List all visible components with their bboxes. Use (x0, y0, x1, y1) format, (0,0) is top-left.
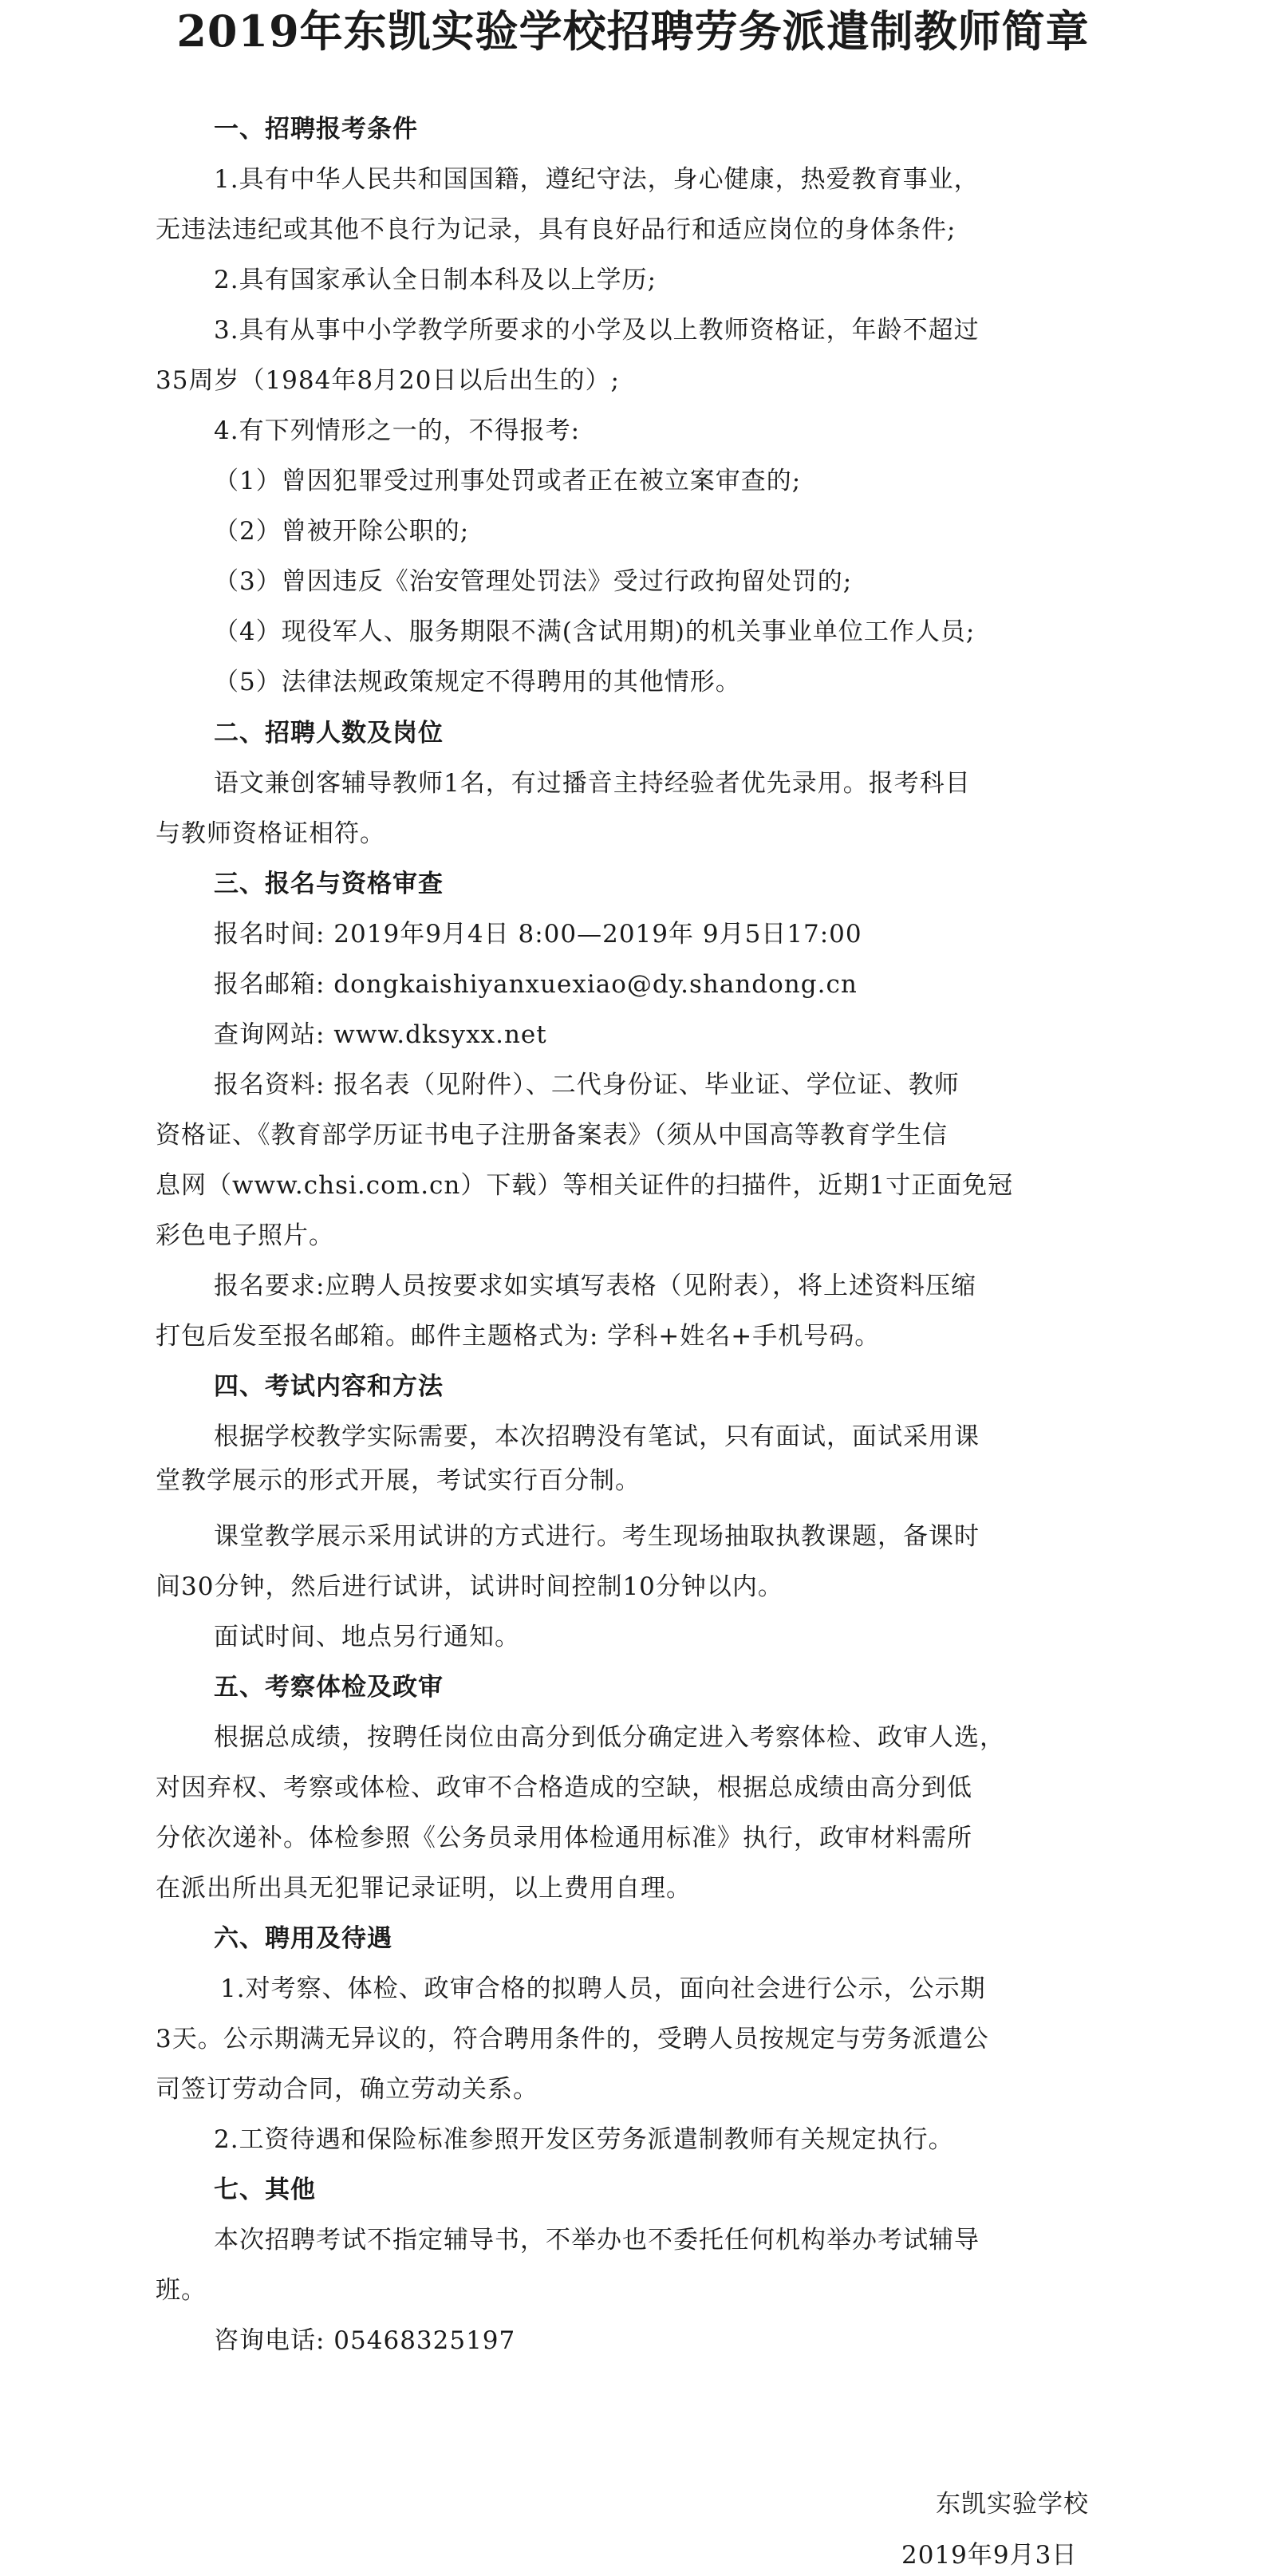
paragraph-line: 根据学校教学实际需要，本次招聘没有笔试，只有面试，面试采用课 (214, 1422, 980, 1451)
paragraph-line: 班。 (156, 2276, 207, 2305)
list-item: （1）曾因犯罪受过刑事处罚或者正在被立案审查的; (214, 467, 802, 495)
paragraph-line: 报名要求:应聘人员按要求如实填写表格（见附表），将上述资料压缩 (214, 1272, 976, 1300)
section-heading-other: 七、其他 (214, 2176, 316, 2204)
section-heading-registration: 三、报名与资格审查 (214, 870, 444, 898)
paragraph-line: 报名资料: 报名表（见附件）、二代身份证、毕业证、学位证、教师 (214, 1071, 960, 1099)
registration-time: 报名时间: 2019年9月4日 8:00—2019年 9月5日17:00 (214, 920, 862, 949)
paragraph-line: 堂教学展示的形式开展，考试实行百分制。 (156, 1466, 641, 1495)
paragraph-line: 面试时间、地点另行通知。 (214, 1623, 520, 1651)
paragraph-line: 对因弃权、考察或体检、政审不合格造成的空缺，根据总成绩由高分到低 (156, 1773, 972, 1802)
paragraph-line: 打包后发至报名邮箱。邮件主题格式为: 学科+姓名+手机号码。 (156, 1322, 881, 1351)
list-item: （3）曾因违反《治安管理处罚法》受过行政拘留处罚的; (214, 567, 853, 596)
paragraph-line: 司签订劳动合同，确立劳动关系。 (156, 2075, 538, 2104)
paragraph-line: 语文兼创客辅导教师1名，有过播音主持经验者优先录用。报考科目 (214, 769, 971, 798)
list-item: （4）现役军人、服务期限不满(含试用期)的机关事业单位工作人员; (214, 617, 976, 646)
list-item: （5）法律法规政策规定不得聘用的其他情形。 (214, 668, 741, 696)
section-heading-review: 五、考察体检及政审 (214, 1673, 444, 1702)
paragraph-line: 3.具有从事中小学教学所要求的小学及以上教师资格证，年龄不超过 (214, 316, 980, 345)
paragraph-line: 1.具有中华人民共和国国籍，遵纪守法，身心健康，热爱教育事业， (214, 165, 980, 194)
paragraph-line: 课堂教学展示采用试讲的方式进行。考生现场抽取执教课题，备课时 (214, 1522, 980, 1551)
paragraph-line: 根据总成绩，按聘任岗位由高分到低分确定进入考察体检、政审人选， (214, 1723, 1005, 1752)
paragraph-line: 4.有下列情形之一的，不得报考: (214, 416, 581, 445)
document-title: 2019年东凯实验学校招聘劳务派遣制教师简章 (176, 6, 1090, 57)
section-heading-requirements: 一、招聘报考条件 (214, 115, 418, 144)
paragraph-line: 息网（www.chsi.com.cn）下载）等相关证件的扫描件，近期1寸正面免冠 (156, 1171, 1014, 1200)
paragraph-line: 在派出所出具无犯罪记录证明，以上费用自理。 (156, 1874, 692, 1903)
paragraph-line: 本次招聘考试不指定辅导书，不举办也不委托任何机构举办考试辅导 (214, 2226, 980, 2254)
section-heading-employment: 六、聘用及待遇 (214, 1924, 392, 1953)
paragraph-line: 分依次递补。体检参照《公务员录用体检通用标准》执行，政审材料需所 (156, 1824, 972, 1852)
paragraph-line: 彩色电子照片。 (156, 1221, 334, 1250)
paragraph-line: 2.工资待遇和保险标准参照开发区劳务派遣制教师有关规定执行。 (214, 2125, 954, 2154)
registration-email: 报名邮箱: dongkaishiyanxuexiao@dy.shandong.cn (214, 970, 858, 999)
paragraph-line: 资格证、《教育部学历证书电子注册备案表》（须从中国高等教育学生信 (156, 1121, 948, 1150)
section-heading-exam: 四、考试内容和方法 (214, 1372, 444, 1401)
paragraph-line: 与教师资格证相符。 (156, 819, 385, 848)
contact-phone: 咨询电话: 05468325197 (214, 2326, 516, 2355)
paragraph-line: 35周岁（1984年8月20日以后出生的）; (156, 366, 620, 395)
paragraph-line: 1.对考察、体检、政审合格的拟聘人员，面向社会进行公示，公示期 (220, 1974, 986, 2003)
paragraph-line: 间30分钟，然后进行试讲，试讲时间控制10分钟以内。 (156, 1572, 783, 1601)
query-website: 查询网站: www.dksyxx.net (214, 1020, 547, 1049)
signature-date: 2019年9月3日 (901, 2541, 1078, 2570)
paragraph-line: 2.具有国家承认全日制本科及以上学历; (214, 266, 657, 294)
section-heading-positions: 二、招聘人数及岗位 (214, 719, 444, 748)
paragraph-line: 无违法违纪或其他不良行为记录，具有良好品行和适应岗位的身体条件; (156, 215, 956, 244)
paragraph-line: 3天。公示期满无异议的，符合聘用条件的，受聘人员按规定与劳务派遣公 (156, 2025, 989, 2053)
signature-organization: 东凯实验学校 (936, 2490, 1089, 2519)
list-item: （2）曾被开除公职的; (214, 517, 470, 546)
